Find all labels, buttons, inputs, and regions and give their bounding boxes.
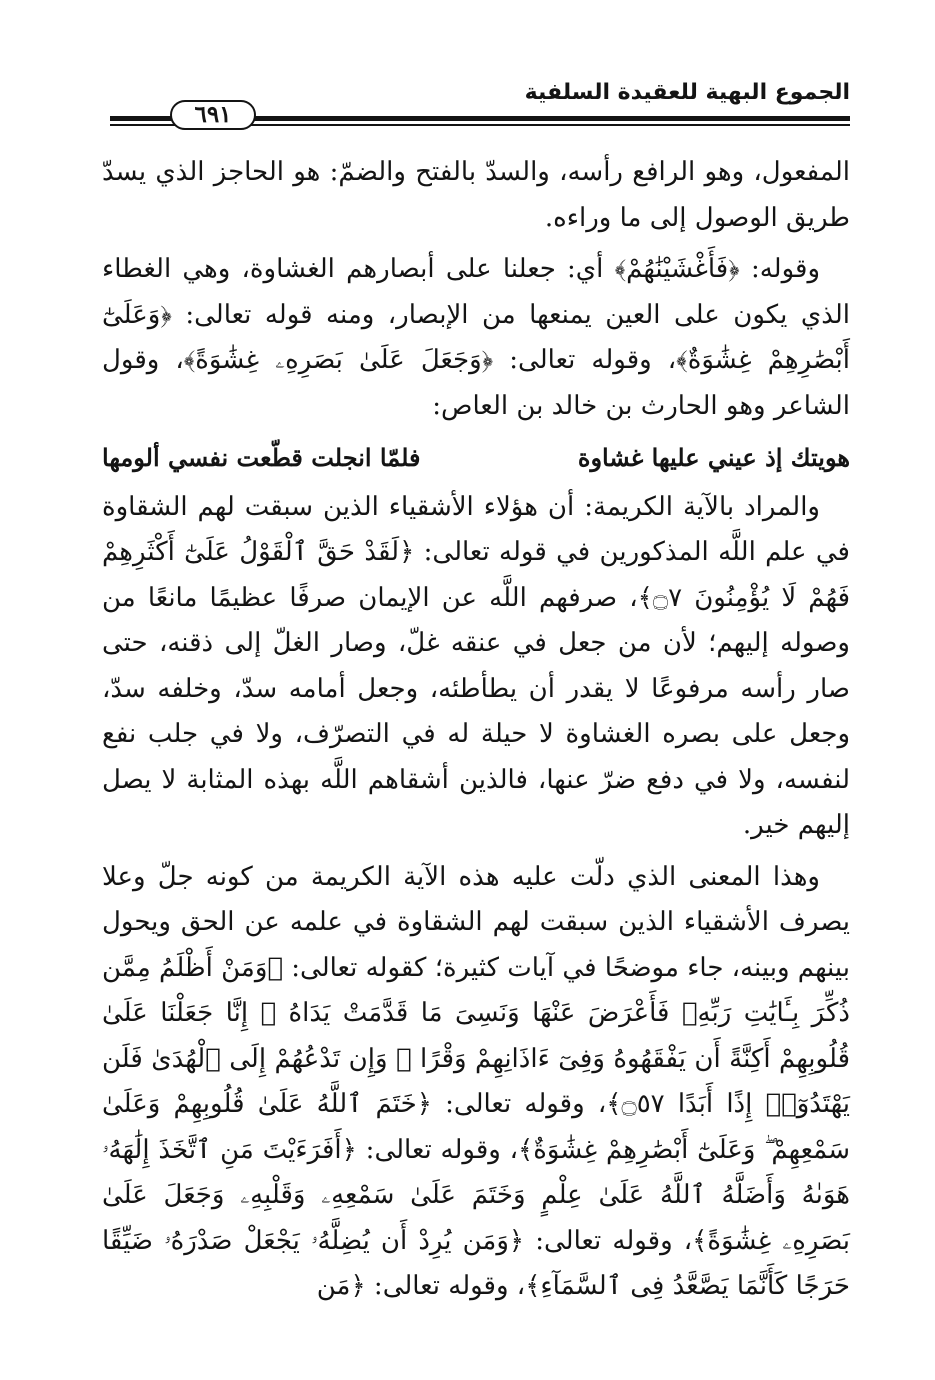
paragraph-4: وهذا المعنى الذي دلّت عليه هذه الآية الكريمة من كونه جلّ وعلا يصرف الأشقياء الذين سبقت لهم الشقاوة في علمه عن الحق ويحول بينهم وبينه، جاء موضحًا في آيات كثيرة؛ كقوله تعالى: ﴿وَمَنْ أَظْلَمُ مِمَّن ذُكِّرَ بِـَٔايَٰتِ رَبِّهِۦ فَأَعْرَضَ عَنْهَا وَنَسِىَ مَا قَدَّمَتْ يَدَاهُ ۚ إِنَّا جَعَلْنَا عَلَىٰ قُلُوبِهِمْ أَكِنَّةً أَن يَفْقَهُوهُ وَفِىٓ ءَاذَانِهِمْ وَقْرًا ۖ وَإِن تَدْعُهُمْ إِلَى ٱلْهُدَىٰ فَلَن يَهْتَدُوٓا۟ إِذًا أَبَدًا ۝٥٧﴾، وقوله تعالى: ﴿خَتَمَ ٱللَّهُ عَلَىٰ قُلُوبِهِمْ وَعَلَىٰ سَمْعِهِمْ ۖ وَعَلَىٰٓ أَبْصَٰرِهِمْ غِشَٰوَةٌ﴾، وقوله تعالى: ﴿أَفَرَءَيْتَ مَنِ ٱتَّخَذَ إِلَٰهَهُۥ هَوَىٰهُ وَأَضَلَّهُ ٱللَّهُ عَلَىٰ عِلْمٍ وَخَتَمَ عَلَىٰ سَمْعِهِۦ وَقَلْبِهِۦ وَجَعَلَ عَلَىٰ بَصَرِهِۦ غِشَٰوَةً﴾، وقوله تعالى: ﴿وَمَن يُرِدْ أَن يُضِلَّهُۥ يَجْعَلْ صَدْرَهُۥ ضَيِّقًا حَرَجًا كَأَنَّمَا يَصَّعَّدُ فِى ٱلسَّمَآءِ﴾، وقوله تعالى: ﴿مَن	[102, 861, 850, 1301]
poetry-first-hemistich: هويتك إذ عيني عليها غشاوة	[577, 443, 850, 472]
book-title: الجموع البهية للعقيدة السلفية	[524, 80, 850, 105]
page-header	[110, 78, 850, 130]
paragraph-2: وقوله: ﴿فَأَغْشَيْنَٰهُمْ﴾ أي: جعلنا على أبصارهم الغشاوة، وهي الغطاء الذي يكون على العين يمنعها من الإبصار، ومنه قوله تعالى: ﴿وَعَلَىٰٓ أَبْصَٰرِهِمْ غِشَٰوَةٌ﴾، وقوله تعالى: ﴿وَجَعَلَ عَلَىٰ بَصَرِهِۦ غِشَٰوَةً﴾، وقول الشاعر وهو الحارث بن خالد بن العاص:	[102, 254, 850, 421]
body-text	[102, 150, 850, 1316]
poetry-second-hemistich: فلمّا انجلت قطّعت نفسي ألومها	[102, 443, 421, 472]
poetry-verse	[102, 435, 850, 481]
page-number: ٦٩١	[170, 100, 256, 130]
paragraph-1: المفعول، وهو الرافع رأسه، والسدّ بالفتح والضمّ: هو الحاجز الذي يسدّ طريق الوصول إلى ما وراءه.	[102, 157, 850, 233]
paragraph-3: والمراد بالآية الكريمة: أن هؤلاء الأشقياء الذين سبقت لهم الشقاوة في علم اللَّه المذكورين في قوله تعالى: ﴿لَقَدْ حَقَّ ٱلْقَوْلُ عَلَىٰٓ أَكْثَرِهِمْ فَهُمْ لَا يُؤْمِنُونَ ۝٧﴾، صرفهم اللَّه عن الإيمان صرفًا عظيمًا مانعًا من وصوله إليهم؛ لأن من جعل في عنقه غلّ، وصار الغلّ إلى ذقنه، حتى صار رأسه مرفوعًا لا يقدر أن يطأطئه، وجعل أمامه سدّ، وخلفه سدّ، وجعل على بصره الغشاوة لا حيلة له في التصرّف، ولا في جلب نفع لنفسه، ولا في دفع ضرّ عنها، فالذين أشقاهم اللَّه بهذه المثابة لا يصل إليهم خير.	[102, 491, 850, 840]
